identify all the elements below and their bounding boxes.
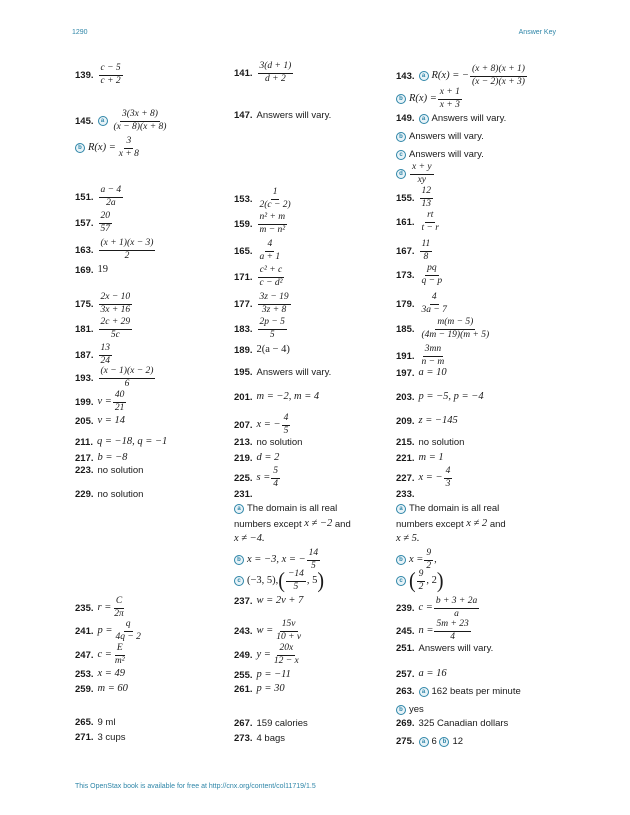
answer-241: 241. p = $\frac{q}{4q - 2}$: [75, 619, 141, 642]
answer-209: 209. z = −145: [396, 415, 458, 427]
answer-165: 165. $\frac{4}{a + 1}$: [234, 239, 281, 262]
answer-197: 197. a = 10: [396, 367, 447, 379]
answer-239: 239. c = $\frac{b + 3 + 2a}{a}$: [396, 596, 478, 619]
label-a-icon: a: [234, 504, 244, 514]
answer-233c: c ( $\frac{9}{2}$ , 2 ): [396, 570, 444, 593]
answer-191: 191. $\frac{3mn}{n - m}$: [396, 344, 445, 367]
label-b-icon: b: [396, 94, 406, 104]
answer-233: 233.: [396, 489, 415, 500]
answer-149a: 149. a Answers will vary.: [396, 113, 507, 125]
answer-255: 255. p = −11: [234, 669, 291, 681]
answer-229: 229. no solution: [75, 489, 144, 500]
answer-219: 219. d = 2: [234, 452, 280, 464]
answer-213: 213. no solution: [234, 437, 303, 448]
footer-text: This OpenStax book is available for free at http://cnx.org/content/col11719/1.5: [75, 783, 316, 790]
answer-189: 189. 2(a − 4): [234, 344, 290, 356]
label-a-icon: a: [98, 116, 108, 126]
label-a-icon: a: [419, 687, 429, 697]
answer-149d: d $\frac{x + y}{xy}$: [396, 163, 435, 186]
answer-249: 249. y = $\frac{20x}{12 - x}$: [234, 643, 299, 666]
answer-215: 215. no solution: [396, 437, 465, 448]
answer-253: 253. x = 49: [75, 668, 125, 680]
answer-235: 235. r = $\frac{C}{2\pi}$: [75, 596, 124, 619]
answer-231a-line2: numbers except x ≠ −2 and: [234, 518, 351, 530]
answer-199: 199. v = $\frac{40}{21}$: [75, 390, 125, 413]
answer-233b: b x = $\frac{9}{2}$ ,: [396, 549, 437, 572]
answer-207: 207. x = − $\frac{4}{5}$: [234, 413, 289, 436]
answer-151: 151. $\frac{a - 4}{2a}$: [75, 185, 122, 208]
answer-171: 171. $\frac{\text{c² + c}}{\text{c − d²}}$: [234, 265, 283, 288]
label-c-icon: c: [234, 576, 244, 586]
answer-195: 195. Answers will vary.: [234, 367, 332, 378]
answer-211: 211. q = −18, q = −1: [75, 436, 168, 448]
answer-175: 175. $\frac{2x - 10}{3x + 16}$: [75, 292, 131, 315]
answer-201: 201. m = −2, m = 4: [234, 391, 320, 403]
page-number: 1290: [72, 29, 88, 36]
label-a-icon: a: [396, 504, 406, 514]
answer-155: 155. $\frac{12}{13}$: [396, 186, 431, 209]
answer-263a: 263. a 162 beats per minute: [396, 686, 521, 698]
answer-169: 169. 19: [75, 264, 108, 276]
answer-161: 161. $\frac{rt}{t - r}$: [396, 210, 439, 233]
answer-203: 203. p = −5, p = −4: [396, 391, 484, 403]
answer-263b: b yes: [396, 705, 424, 715]
answer-193: 193. $\frac{(x - 1)(x - 2)}{6}$: [75, 366, 154, 389]
answer-185: 185. $\frac{m(m - 5)}{(4m - 19)(m + 5)}$: [396, 317, 490, 340]
label-a-icon: a: [419, 737, 429, 747]
answer-159: 159. $\frac{\text{n² + m}}{\text{m − n²}}$: [234, 212, 286, 235]
answer-147: 147. Answers will vary.: [234, 110, 332, 121]
label-b-icon: b: [75, 143, 85, 153]
label-d-icon: d: [396, 169, 406, 179]
answer-231c: c (−3, 5), ( $\frac{-14}{5}$ , 5 ): [234, 570, 324, 593]
answer-237: 237. w = 2v + 7: [234, 595, 304, 607]
answer-139: 139. $\frac{c - 5}{c + 2}$: [75, 63, 121, 86]
answer-245: 245. n = $\frac{5m + 23}{4}$: [396, 619, 469, 642]
answer-143b: b R(x) = $\frac{x + 1}{x + 3}$: [396, 88, 463, 111]
answer-265: 265. 9 ml: [75, 717, 116, 728]
answer-143a: 143. a R(x) = − $\frac{(x + 8)(x + 1)}{(x - 2)(x + 3)}$: [396, 64, 525, 87]
label-b-icon: b: [396, 132, 406, 142]
answer-271: 271. 3 cups: [75, 732, 126, 743]
answer-217: 217. b = −8: [75, 452, 128, 464]
label-c-icon: c: [396, 150, 406, 160]
answer-223: 223. no solution: [75, 465, 144, 476]
answer-233a-line1: a The domain is all real: [396, 504, 499, 514]
answer-231a-line1: a The domain is all real: [234, 504, 337, 514]
answer-187: 187. $\frac{13}{24}$: [75, 343, 110, 366]
answer-273: 273. 4 bags: [234, 733, 286, 744]
answer-179: 179. $\frac{4}{3a - 7}$: [396, 292, 447, 315]
answer-145a: 145. a $\frac{3(3x + 8)}{(x - 8)(x + 8)}$: [75, 109, 167, 132]
answer-183: 183. $\frac{2p - 5}{5}$: [234, 317, 285, 340]
answer-221: 221. m = 1: [396, 452, 444, 464]
answer-275: 275. a 6 b 12: [396, 736, 464, 748]
answer-267: 267. 159 calories: [234, 718, 308, 729]
answer-153: 153. $\frac{1}{2(c - 2)}$: [234, 187, 291, 210]
answer-177: 177. $\frac{3z - 19}{3z + 8}$: [234, 292, 289, 315]
answer-269: 269. 325 Canadian dollars: [396, 718, 509, 729]
answer-261: 261. p = 30: [234, 683, 285, 695]
answer-231: 231.: [234, 489, 253, 500]
label-b-icon: b: [439, 737, 449, 747]
answer-227: 227. x = − $\frac{4}{3}$: [396, 466, 451, 489]
answer-259: 259. m = 60: [75, 683, 128, 695]
section-title: Answer Key: [518, 29, 556, 36]
answer-149b: b Answers will vary.: [396, 132, 484, 142]
answer-233a-line3: x ≠ 5.: [396, 533, 420, 544]
answer-231a-line3: x ≠ −4.: [234, 533, 265, 544]
answer-145b: b R(x) = $\frac{3}{x + 8}$: [75, 137, 142, 160]
label-b-icon: b: [396, 555, 406, 565]
answer-251: 251. Answers will vary.: [396, 643, 494, 654]
answer-173: 173. $\frac{pq}{q - p}$: [396, 263, 443, 286]
answer-141: 141. $\frac{3(d + 1)}{d + 2}$: [234, 61, 292, 84]
label-a-icon: a: [419, 71, 429, 81]
answer-157: 157. $\frac{20}{57}$: [75, 211, 110, 234]
answer-243: 243. w = $\frac{15v}{10 + v}$: [234, 619, 302, 642]
answer-163: 163. $\frac{(x + 1)(x - 3)}{2}$: [75, 238, 154, 261]
answer-225: 225. s = $\frac{5}{4}$: [234, 466, 279, 489]
answer-247: 247. c = $\frac{E}{\text{m²}}$: [75, 643, 125, 666]
answer-257: 257. a = 16: [396, 668, 447, 680]
answer-205: 205. v = 14: [75, 415, 125, 427]
answer-167: 167. $\frac{11}{8}$: [396, 239, 431, 262]
label-a-icon: a: [419, 114, 429, 124]
answer-149c: c Answers will vary.: [396, 150, 484, 160]
answer-233a-line2: numbers except x ≠ 2 and: [396, 518, 506, 530]
answer-231b: b x = −3, x = − $\frac{14}{5}$: [234, 549, 321, 572]
label-b-icon: b: [396, 705, 406, 715]
label-c-icon: c: [396, 576, 406, 586]
answer-181: 181. $\frac{2c + 29}{5c}$: [75, 317, 131, 340]
label-b-icon: b: [234, 555, 244, 565]
